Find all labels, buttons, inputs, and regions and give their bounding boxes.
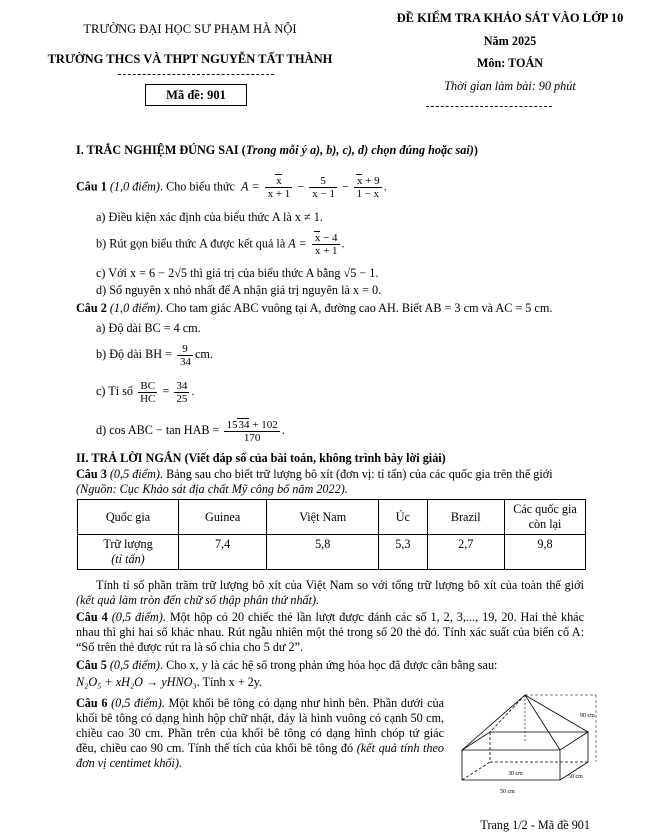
q1-option-a: a) Điều kiện xác định của biểu thức A là x ≠ 1. — [96, 210, 323, 224]
table-cell: 7,4 — [179, 535, 267, 570]
q2-option-d: d) cos ABC − tan HAB = $\frac{1534 + 102}{170}$ . — [96, 418, 285, 444]
exam-year: Năm 2025 — [483, 34, 537, 48]
q1-option-c: c) Với x = 6 − 2√5 thì giá trị của biểu thức A bằng √5 − 1. — [96, 266, 379, 280]
bauxite-table — [77, 499, 586, 570]
q1-option-d: d) Số nguyên x nhỏ nhất để A nhận giá trị nguyên là x = 0. — [96, 283, 382, 297]
table-header-cell: Úc — [379, 500, 427, 535]
table-cell: 5,3 — [379, 535, 427, 570]
table-header-cell: Brazil — [427, 500, 504, 535]
university-name: TRƯỜNG ĐẠI HỌC SƯ PHẠM HÀ NỘI — [83, 22, 297, 36]
q2-option-b: b) Độ dài BH = $\frac{9}{34}$ cm. — [96, 342, 213, 368]
table-header-cell: Guinea — [179, 500, 267, 535]
table-row — [78, 535, 586, 570]
exam-code-box: Mã đề: 901 — [145, 84, 247, 106]
q6-stem: Câu 6 (0,5 điểm). Một khối bê tông có dạng như hình bên. Phần dưới của khối bê tông có dạng hình hộp chữ nhật, đáy là hình vuông có cạnh 50 cm, chiều cao 30 cm. Phần trên của khối bê tông có dạng hình chóp tứ giác đều, chiều cao 90 cm. Tính thể tích của khối bê tông đó (kết quả tính theo đơn vị centimet khối). — [76, 696, 444, 770]
base-label: 50 cm — [500, 789, 515, 795]
pyramid-edge — [462, 695, 525, 750]
table-header-cell: Việt Nam — [267, 500, 379, 535]
school-name: TRƯỜNG THCS VÀ THPT NGUYỄN TẤT THÀNH — [47, 52, 333, 66]
pyramid-edge — [525, 695, 560, 750]
depth-label: 50 cm — [568, 774, 583, 780]
q2-option-c: c) Tỉ số $\frac{BC}{HC}$ = $\frac{34}{25}$ . — [96, 379, 195, 405]
q3-source: (Nguồn: Cục Khảo sát địa chất Mỹ công bố năm 2022). — [76, 482, 348, 496]
table-row-label: Trữ lượng (tỉ tấn) — [78, 535, 179, 570]
exam-subject: Môn: TOÁN — [476, 56, 544, 70]
q3-task: Tính tỉ số phần trăm trữ lượng bô xít của Việt Nam so với tổng trữ lượng bô xít của toàn thế giới (kết quả làm tròn đến chữ số thập phân thứ nhất). — [76, 578, 584, 607]
table-header-row — [78, 500, 586, 535]
pyramid-edge — [490, 695, 525, 732]
header-divider-left — [118, 74, 274, 75]
box-height-label: 30 cm — [508, 771, 523, 777]
q2-stem: Câu 2 (1,0 điểm). Cho tam giác ABC vuông tại A, đường cao AH. Biết AB = 3 cm và AC = 5 cm. — [76, 301, 553, 315]
exam-duration: Thời gian làm bài: 90 phút — [444, 79, 576, 93]
header-divider-right — [426, 106, 552, 107]
q5-stem: Câu 5 (0,5 điểm). Cho x, y là các hệ số trong phản ứng hóa học đã được cân bằng sau: — [76, 658, 498, 672]
concrete-block-figure — [450, 690, 600, 800]
q2-option-a: a) Độ dài BC = 4 cm. — [96, 321, 201, 335]
table-header-cell: Các quốc gia còn lại — [505, 500, 586, 535]
pyramid-edge — [525, 695, 588, 732]
table-header-cell: Quốc gia — [78, 500, 179, 535]
q5-equation: N₂O₅ + xH₂O → yHNO₃. Tính x + 2y. — [76, 675, 263, 689]
table-cell: 9,8 — [505, 535, 586, 570]
q3-stem: Câu 3 (0,5 điểm). Bảng sau cho biết trữ lượng bô xít (đơn vị: tỉ tấn) của các quốc gia trên thế giới — [76, 467, 553, 481]
q1-option-b: b) Rút gọn biểu thức A được kết quả là A = $\frac{x - 4}{x + 1}$ . — [96, 232, 345, 257]
q1-stem: Câu 1 (1,0 điểm). Cho biểu thức A = $\frac{x}{x + 1}$ − $\frac{5}{x - 1}$ − $\frac{x + 9}{1 - x}$ . — [76, 175, 387, 200]
section2-title: II. TRẢ LỜI NGẮN (Viết đáp số của bài toán, không trình bày lời giải) — [76, 451, 446, 465]
table-cell: 5,8 — [267, 535, 379, 570]
q4-stem: Câu 4 (0,5 điểm). Một hộp có 20 chiếc thẻ lần lượt được đánh các số 1, 2, 3,..., 19, 20. Hai thẻ khác nhau thì ghi hai số khác nhau. Rút ngẫu nhiên một thẻ trong số 20 thẻ đó. Tính xác suất của biến cố A: “Số trên thẻ được rút ra là số chia cho 5 dư 2”. — [76, 610, 584, 654]
section1-title: I. TRẮC NGHIỆM ĐÚNG SAI (Trong mỗi ý a), b), c), d) chọn đúng hoặc sai)) — [76, 143, 478, 157]
pyramid-height-label: 90 cm — [580, 713, 595, 719]
table-cell: 2,7 — [427, 535, 504, 570]
exam-title: ĐỀ KIỂM TRA KHẢO SÁT VÀO LỚP 10 — [396, 11, 624, 25]
page-footer: Trang 1/2 - Mã đề 901 — [480, 818, 590, 832]
